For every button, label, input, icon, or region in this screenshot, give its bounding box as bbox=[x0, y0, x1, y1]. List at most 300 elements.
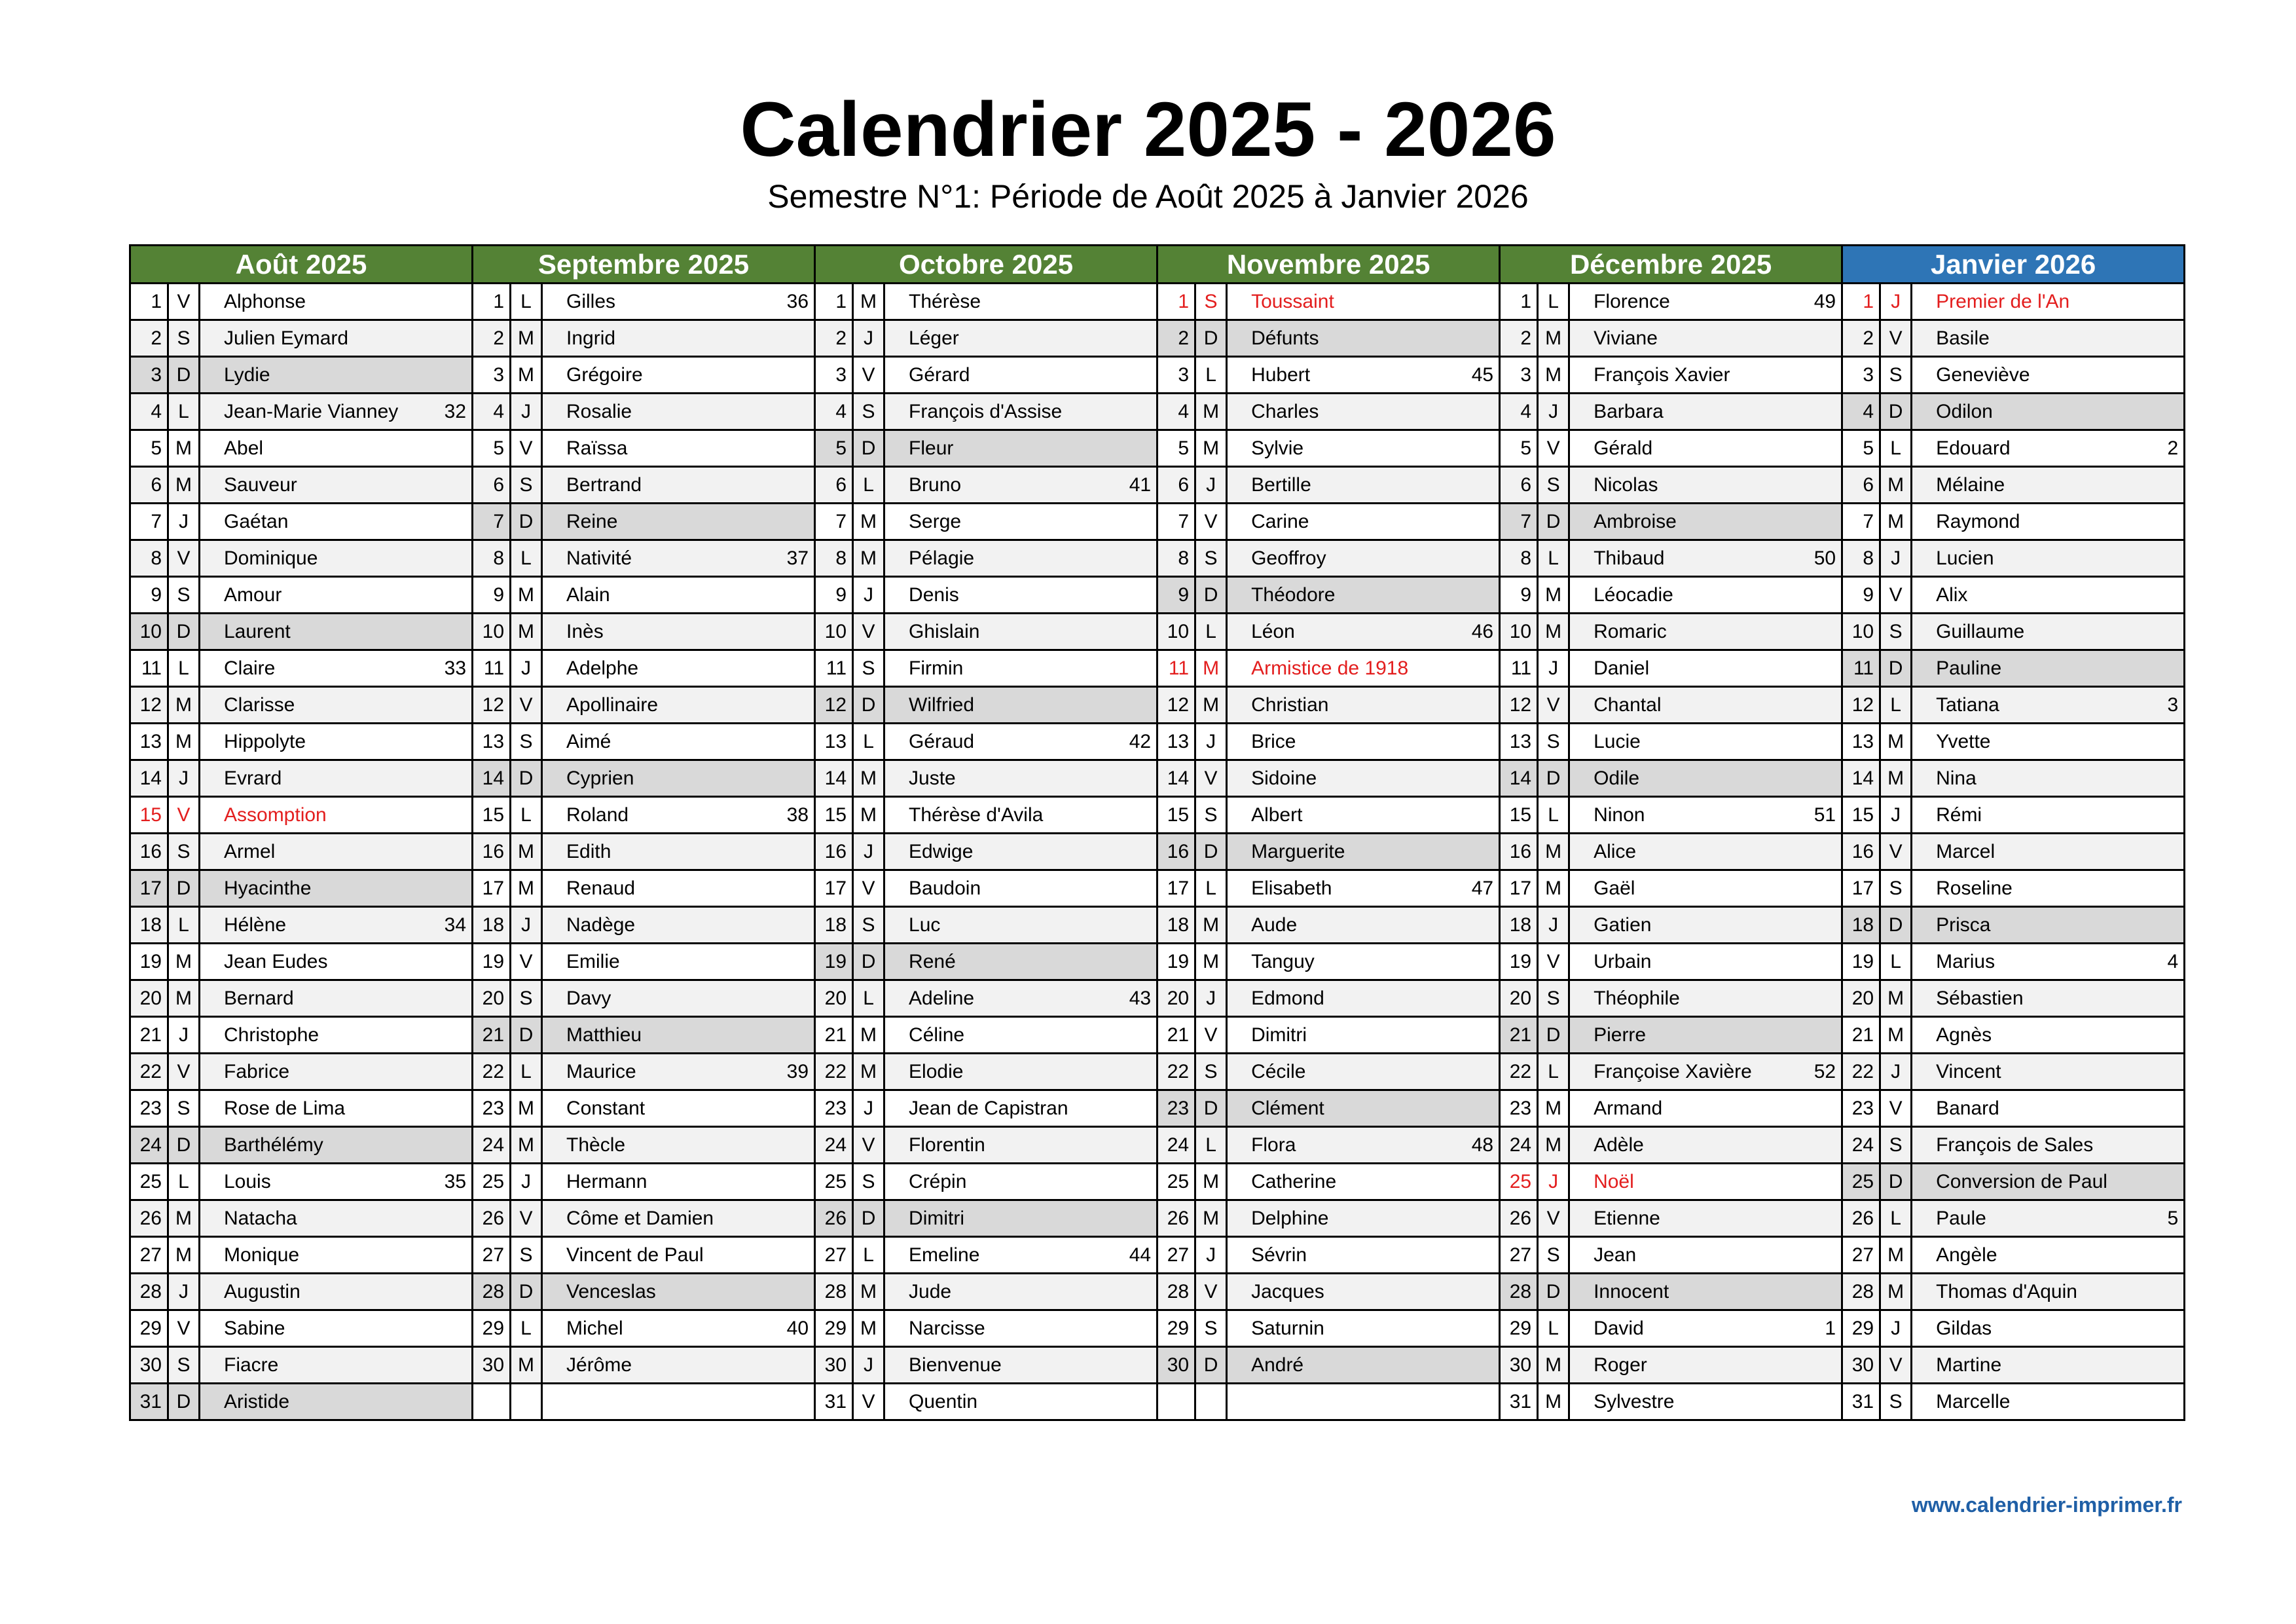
saint-name bbox=[1227, 357, 1500, 394]
saint-name bbox=[884, 467, 1157, 504]
saint-name-text: Sébastien bbox=[1936, 987, 2024, 1009]
saint-name-text: Matthieu bbox=[566, 1024, 642, 1046]
weekday-letter: D bbox=[1880, 650, 1912, 687]
day-number: 26 bbox=[1500, 1200, 1538, 1237]
weekday-letter: M bbox=[853, 284, 884, 320]
saint-name bbox=[1227, 467, 1500, 504]
weekday-letter: V bbox=[1195, 760, 1227, 797]
saint-name bbox=[1912, 284, 2185, 320]
saint-name bbox=[200, 577, 473, 614]
saint-name bbox=[200, 1347, 473, 1384]
saint-name bbox=[1227, 724, 1500, 760]
day-number: 12 bbox=[1842, 687, 1880, 724]
weekday-letter: V bbox=[168, 797, 200, 834]
weekday-letter: S bbox=[168, 1090, 200, 1127]
saint-name-text: Gatien bbox=[1594, 913, 1652, 936]
saint-name bbox=[1912, 1237, 2185, 1274]
table-row bbox=[130, 1237, 2185, 1274]
day-number: 15 bbox=[130, 797, 168, 834]
week-number: 44 bbox=[1129, 1244, 1152, 1266]
day-number: 8 bbox=[1500, 540, 1538, 577]
weekday-letter: J bbox=[511, 650, 542, 687]
saint-name bbox=[542, 540, 815, 577]
weekday-letter: V bbox=[1880, 320, 1912, 357]
saint-name bbox=[884, 320, 1157, 357]
day-number: 28 bbox=[1157, 1274, 1195, 1310]
day-number: 7 bbox=[473, 504, 511, 540]
saint-name bbox=[884, 1200, 1157, 1237]
weekday-letter: S bbox=[853, 907, 884, 944]
saint-name-text: Marcel bbox=[1936, 840, 1995, 862]
day-number: 7 bbox=[815, 504, 853, 540]
saint-name-text: Assomption bbox=[224, 803, 327, 826]
saint-name bbox=[542, 577, 815, 614]
saint-name bbox=[1569, 944, 1842, 980]
saint-name bbox=[542, 1127, 815, 1164]
weekday-letter: L bbox=[1195, 1127, 1227, 1164]
day-number: 8 bbox=[473, 540, 511, 577]
day-number: 1 bbox=[130, 284, 168, 320]
saint-name-text: Odile bbox=[1594, 767, 1640, 789]
weekday-letter: J bbox=[1880, 284, 1912, 320]
weekday-letter: V bbox=[853, 1384, 884, 1420]
weekday-letter: S bbox=[511, 724, 542, 760]
day-number bbox=[473, 1384, 511, 1420]
weekday-letter: S bbox=[1880, 870, 1912, 907]
saint-name-text: Jean-Marie Vianney bbox=[224, 400, 399, 422]
weekday-letter: J bbox=[1195, 467, 1227, 504]
saint-name-text: Natacha bbox=[224, 1207, 297, 1229]
saint-name-text: Michel bbox=[566, 1317, 623, 1339]
saint-name bbox=[542, 1384, 815, 1420]
saint-name-text: Roseline bbox=[1936, 877, 2013, 899]
day-number: 14 bbox=[1842, 760, 1880, 797]
saint-name-text: Banard bbox=[1936, 1097, 1999, 1119]
saint-name-text: Marcelle bbox=[1936, 1390, 2011, 1412]
day-number: 22 bbox=[1500, 1054, 1538, 1090]
table-row bbox=[130, 1310, 2185, 1347]
saint-name bbox=[1912, 357, 2185, 394]
weekday-letter: D bbox=[511, 1017, 542, 1054]
day-number: 26 bbox=[473, 1200, 511, 1237]
weekday-letter: S bbox=[1538, 724, 1569, 760]
saint-name bbox=[1569, 1054, 1842, 1090]
saint-name bbox=[884, 577, 1157, 614]
day-number: 18 bbox=[1500, 907, 1538, 944]
saint-name bbox=[884, 797, 1157, 834]
day-number: 6 bbox=[1157, 467, 1195, 504]
saint-name bbox=[200, 687, 473, 724]
month-header: Septembre 2025 bbox=[473, 246, 815, 284]
table-row bbox=[130, 1090, 2185, 1127]
day-number: 21 bbox=[1842, 1017, 1880, 1054]
day-number: 17 bbox=[1842, 870, 1880, 907]
day-number: 11 bbox=[1157, 650, 1195, 687]
saint-name bbox=[884, 357, 1157, 394]
day-number: 25 bbox=[815, 1164, 853, 1200]
weekday-letter: S bbox=[1538, 467, 1569, 504]
saint-name-text: Apollinaire bbox=[566, 693, 659, 716]
weekday-letter: V bbox=[1538, 1200, 1569, 1237]
day-number: 22 bbox=[815, 1054, 853, 1090]
day-number: 9 bbox=[1157, 577, 1195, 614]
day-number: 23 bbox=[1157, 1090, 1195, 1127]
day-number: 24 bbox=[473, 1127, 511, 1164]
month-header: Janvier 2026 bbox=[1842, 246, 2185, 284]
weekday-letter: J bbox=[853, 1090, 884, 1127]
day-number: 26 bbox=[1842, 1200, 1880, 1237]
weekday-letter: S bbox=[168, 577, 200, 614]
day-number: 6 bbox=[1500, 467, 1538, 504]
weekday-letter: M bbox=[1538, 614, 1569, 650]
saint-name bbox=[542, 1017, 815, 1054]
table-row bbox=[130, 1017, 2185, 1054]
day-number: 6 bbox=[1842, 467, 1880, 504]
saint-name bbox=[1912, 944, 2185, 980]
weekday-letter: D bbox=[168, 870, 200, 907]
day-number: 14 bbox=[1500, 760, 1538, 797]
saint-name-text: Bruno bbox=[909, 473, 962, 496]
saint-name bbox=[1569, 1090, 1842, 1127]
saint-name-text: Christian bbox=[1251, 693, 1329, 716]
day-number: 29 bbox=[473, 1310, 511, 1347]
weekday-letter: M bbox=[853, 1054, 884, 1090]
weekday-letter: J bbox=[168, 504, 200, 540]
week-number: 51 bbox=[1813, 803, 1836, 826]
weekday-letter: J bbox=[1195, 724, 1227, 760]
saint-name-text: Bienvenue bbox=[909, 1354, 1002, 1376]
saint-name bbox=[884, 907, 1157, 944]
saint-name bbox=[542, 760, 815, 797]
weekday-letter: V bbox=[168, 1310, 200, 1347]
saint-name-text: Barbara bbox=[1594, 400, 1664, 422]
day-number: 9 bbox=[1842, 577, 1880, 614]
saint-name bbox=[1227, 504, 1500, 540]
day-number: 30 bbox=[130, 1347, 168, 1384]
day-number: 19 bbox=[130, 944, 168, 980]
saint-name bbox=[200, 540, 473, 577]
saint-name-text: Alain bbox=[566, 583, 610, 606]
week-number: 47 bbox=[1471, 877, 1494, 899]
day-number: 2 bbox=[130, 320, 168, 357]
saint-name bbox=[1912, 1164, 2185, 1200]
saint-name bbox=[200, 1090, 473, 1127]
week-number: 39 bbox=[786, 1060, 809, 1082]
saint-name bbox=[1912, 797, 2185, 834]
day-number: 24 bbox=[130, 1127, 168, 1164]
saint-name-text: Sylvestre bbox=[1594, 1390, 1675, 1412]
saint-name bbox=[542, 797, 815, 834]
saint-name-text: René bbox=[909, 950, 956, 972]
saint-name-text: Firmin bbox=[909, 657, 964, 679]
saint-name bbox=[884, 430, 1157, 467]
saint-name-text: Géraud bbox=[909, 730, 975, 752]
weekday-letter: V bbox=[168, 540, 200, 577]
day-number: 22 bbox=[1842, 1054, 1880, 1090]
table-row bbox=[130, 1127, 2185, 1164]
saint-name-text: Brice bbox=[1251, 730, 1296, 752]
day-number: 3 bbox=[1842, 357, 1880, 394]
week-number: 4 bbox=[2167, 950, 2179, 972]
saint-name bbox=[542, 1164, 815, 1200]
weekday-letter: M bbox=[1195, 394, 1227, 430]
saint-name-text: Luc bbox=[909, 913, 941, 936]
saint-name-text: Edwige bbox=[909, 840, 974, 862]
weekday-letter: V bbox=[1880, 577, 1912, 614]
day-number: 11 bbox=[130, 650, 168, 687]
saint-name bbox=[1227, 760, 1500, 797]
saint-name bbox=[1227, 1017, 1500, 1054]
weekday-letter: M bbox=[1195, 907, 1227, 944]
weekday-letter: V bbox=[1880, 1347, 1912, 1384]
week-number: 5 bbox=[2167, 1207, 2179, 1229]
day-number: 5 bbox=[130, 430, 168, 467]
saint-name-text: Tanguy bbox=[1251, 950, 1315, 972]
saint-name-text: Evrard bbox=[224, 767, 282, 789]
weekday-letter: M bbox=[511, 357, 542, 394]
weekday-letter: V bbox=[1880, 834, 1912, 870]
saint-name bbox=[1912, 907, 2185, 944]
day-number: 23 bbox=[130, 1090, 168, 1127]
saint-name bbox=[1569, 870, 1842, 907]
saint-name bbox=[1569, 614, 1842, 650]
day-number: 25 bbox=[130, 1164, 168, 1200]
saint-name-text: Angèle bbox=[1936, 1244, 1997, 1266]
saint-name-text: Léon bbox=[1251, 620, 1295, 642]
weekday-letter: M bbox=[511, 320, 542, 357]
saint-name bbox=[1227, 430, 1500, 467]
day-number: 27 bbox=[130, 1237, 168, 1274]
saint-name bbox=[1227, 614, 1500, 650]
saint-name-text: Wilfried bbox=[909, 693, 975, 716]
day-number: 15 bbox=[1842, 797, 1880, 834]
saint-name bbox=[884, 1237, 1157, 1274]
saint-name-text: Théodore bbox=[1251, 583, 1336, 606]
day-number: 18 bbox=[1842, 907, 1880, 944]
weekday-letter: S bbox=[1880, 357, 1912, 394]
day-number: 31 bbox=[815, 1384, 853, 1420]
weekday-letter: D bbox=[168, 1384, 200, 1420]
saint-name-text: Urbain bbox=[1594, 950, 1652, 972]
table-row bbox=[130, 944, 2185, 980]
week-number: 49 bbox=[1813, 290, 1836, 312]
saint-name-text: Tatiana bbox=[1936, 693, 1999, 716]
day-number: 23 bbox=[1842, 1090, 1880, 1127]
weekday-letter: V bbox=[853, 1127, 884, 1164]
weekday-letter: M bbox=[1195, 1200, 1227, 1237]
saint-name-text: Alice bbox=[1594, 840, 1637, 862]
day-number: 3 bbox=[1500, 357, 1538, 394]
weekday-letter: D bbox=[1538, 1017, 1569, 1054]
saint-name-text: Adeline bbox=[909, 987, 975, 1009]
weekday-letter: D bbox=[1880, 394, 1912, 430]
weekday-letter: M bbox=[853, 1274, 884, 1310]
saint-name-text: Marius bbox=[1936, 950, 1995, 972]
day-number: 13 bbox=[815, 724, 853, 760]
saint-name bbox=[1569, 724, 1842, 760]
saint-name-text: Ingrid bbox=[566, 327, 616, 349]
saint-name-text: Abel bbox=[224, 437, 264, 459]
saint-name bbox=[884, 394, 1157, 430]
saint-name bbox=[1912, 1200, 2185, 1237]
month-header: Décembre 2025 bbox=[1500, 246, 1842, 284]
saint-name bbox=[1227, 980, 1500, 1017]
saint-name bbox=[200, 980, 473, 1017]
saint-name-text: Thérèse bbox=[909, 290, 981, 312]
saint-name-text: Nina bbox=[1936, 767, 1977, 789]
day-number: 23 bbox=[815, 1090, 853, 1127]
weekday-letter: L bbox=[511, 1054, 542, 1090]
day-number: 18 bbox=[130, 907, 168, 944]
saint-name-text: Charles bbox=[1251, 400, 1319, 422]
saint-name bbox=[542, 980, 815, 1017]
saint-name-text: André bbox=[1251, 1354, 1304, 1376]
saint-name bbox=[1227, 1090, 1500, 1127]
weekday-letter: L bbox=[168, 1164, 200, 1200]
weekday-letter: M bbox=[511, 870, 542, 907]
weekday-letter: D bbox=[1880, 1164, 1912, 1200]
weekday-letter: V bbox=[1880, 1090, 1912, 1127]
saint-name bbox=[1569, 687, 1842, 724]
saint-name-text: Gaétan bbox=[224, 510, 289, 532]
saint-name-text: Martine bbox=[1936, 1354, 2002, 1376]
saint-name-text: Hyacinthe bbox=[224, 877, 312, 899]
weekday-letter: M bbox=[168, 1200, 200, 1237]
saint-name bbox=[200, 1017, 473, 1054]
weekday-letter: J bbox=[1538, 1164, 1569, 1200]
weekday-letter: D bbox=[1195, 1347, 1227, 1384]
weekday-letter: J bbox=[853, 320, 884, 357]
saint-name bbox=[884, 760, 1157, 797]
saint-name-text: Armand bbox=[1594, 1097, 1663, 1119]
day-number: 11 bbox=[473, 650, 511, 687]
day-number: 17 bbox=[130, 870, 168, 907]
saint-name bbox=[1912, 394, 2185, 430]
day-number: 17 bbox=[473, 870, 511, 907]
week-number: 42 bbox=[1129, 730, 1152, 752]
day-number: 17 bbox=[1157, 870, 1195, 907]
weekday-letter: M bbox=[1538, 1384, 1569, 1420]
saint-name bbox=[200, 504, 473, 540]
saint-name bbox=[1912, 760, 2185, 797]
day-number: 22 bbox=[1157, 1054, 1195, 1090]
weekday-letter: M bbox=[168, 980, 200, 1017]
table-row bbox=[130, 614, 2185, 650]
day-number: 16 bbox=[130, 834, 168, 870]
day-number: 30 bbox=[1157, 1347, 1195, 1384]
weekday-letter: S bbox=[1880, 614, 1912, 650]
day-number: 1 bbox=[1500, 284, 1538, 320]
saint-name-text: Jérôme bbox=[566, 1354, 632, 1376]
weekday-letter: S bbox=[168, 1347, 200, 1384]
day-number: 10 bbox=[1500, 614, 1538, 650]
saint-name-text: Florence bbox=[1594, 290, 1670, 312]
day-number: 31 bbox=[130, 1384, 168, 1420]
saint-name-text: Venceslas bbox=[566, 1280, 656, 1302]
saint-name-text: Défunts bbox=[1251, 327, 1319, 349]
saint-name-text: Carine bbox=[1251, 510, 1309, 532]
saint-name-text: Thècle bbox=[566, 1134, 626, 1156]
weekday-letter: D bbox=[1195, 834, 1227, 870]
saint-name-text: Jean bbox=[1594, 1244, 1637, 1266]
saint-name bbox=[1912, 430, 2185, 467]
day-number: 13 bbox=[1842, 724, 1880, 760]
saint-name bbox=[1227, 1164, 1500, 1200]
day-number: 16 bbox=[1157, 834, 1195, 870]
saint-name-text: Florentin bbox=[909, 1134, 985, 1156]
week-number: 32 bbox=[444, 400, 467, 422]
weekday-letter: L bbox=[1538, 1054, 1569, 1090]
weekday-letter: M bbox=[168, 467, 200, 504]
day-number: 19 bbox=[1500, 944, 1538, 980]
day-number: 31 bbox=[1500, 1384, 1538, 1420]
saint-name bbox=[1912, 980, 2185, 1017]
saint-name-text: Hubert bbox=[1251, 363, 1311, 386]
saint-name bbox=[884, 1347, 1157, 1384]
day-number: 12 bbox=[815, 687, 853, 724]
saint-name-text: Thibaud bbox=[1594, 547, 1665, 569]
day-number: 17 bbox=[1500, 870, 1538, 907]
table-row bbox=[130, 1054, 2185, 1090]
saint-name bbox=[884, 614, 1157, 650]
day-number: 29 bbox=[130, 1310, 168, 1347]
day-number: 4 bbox=[815, 394, 853, 430]
weekday-letter: V bbox=[1538, 687, 1569, 724]
day-number: 7 bbox=[1500, 504, 1538, 540]
weekday-letter: S bbox=[168, 834, 200, 870]
saint-name-text: Augustin bbox=[224, 1280, 301, 1302]
saint-name bbox=[542, 870, 815, 907]
saint-name-text: Flora bbox=[1251, 1134, 1296, 1156]
week-number: 36 bbox=[786, 290, 809, 312]
weekday-letter: D bbox=[1195, 1090, 1227, 1127]
saint-name bbox=[1912, 834, 2185, 870]
saint-name-text: Lucie bbox=[1594, 730, 1641, 752]
saint-name bbox=[884, 1310, 1157, 1347]
day-number: 27 bbox=[1500, 1237, 1538, 1274]
saint-name-text: Constant bbox=[566, 1097, 646, 1119]
weekday-letter: M bbox=[511, 1127, 542, 1164]
day-number: 16 bbox=[815, 834, 853, 870]
website-link[interactable]: www.calendrier-imprimer.fr bbox=[1911, 1493, 2182, 1517]
day-number: 15 bbox=[1157, 797, 1195, 834]
saint-name bbox=[1227, 687, 1500, 724]
saint-name bbox=[200, 1164, 473, 1200]
saint-name-text: Hippolyte bbox=[224, 730, 306, 752]
week-number: 37 bbox=[786, 547, 809, 569]
weekday-letter: M bbox=[1538, 870, 1569, 907]
day-number: 18 bbox=[1157, 907, 1195, 944]
weekday-letter: M bbox=[1195, 687, 1227, 724]
weekday-letter: J bbox=[1538, 907, 1569, 944]
day-number: 12 bbox=[130, 687, 168, 724]
saint-name-text: Armistice de 1918 bbox=[1251, 657, 1409, 679]
weekday-letter: S bbox=[853, 1164, 884, 1200]
saint-name-text: Paule bbox=[1936, 1207, 1986, 1229]
saint-name-text: Rémi bbox=[1936, 803, 1982, 826]
saint-name-text: Ninon bbox=[1594, 803, 1645, 826]
saint-name bbox=[200, 357, 473, 394]
weekday-letter: J bbox=[1880, 1054, 1912, 1090]
saint-name-text: Ambroise bbox=[1594, 510, 1677, 532]
weekday-letter: S bbox=[1195, 284, 1227, 320]
day-number: 28 bbox=[473, 1274, 511, 1310]
weekday-letter: V bbox=[1195, 1017, 1227, 1054]
saint-name-text: Thomas d'Aquin bbox=[1936, 1280, 2077, 1302]
saint-name bbox=[542, 1347, 815, 1384]
saint-name-text: Odilon bbox=[1936, 400, 1993, 422]
saint-name bbox=[884, 944, 1157, 980]
